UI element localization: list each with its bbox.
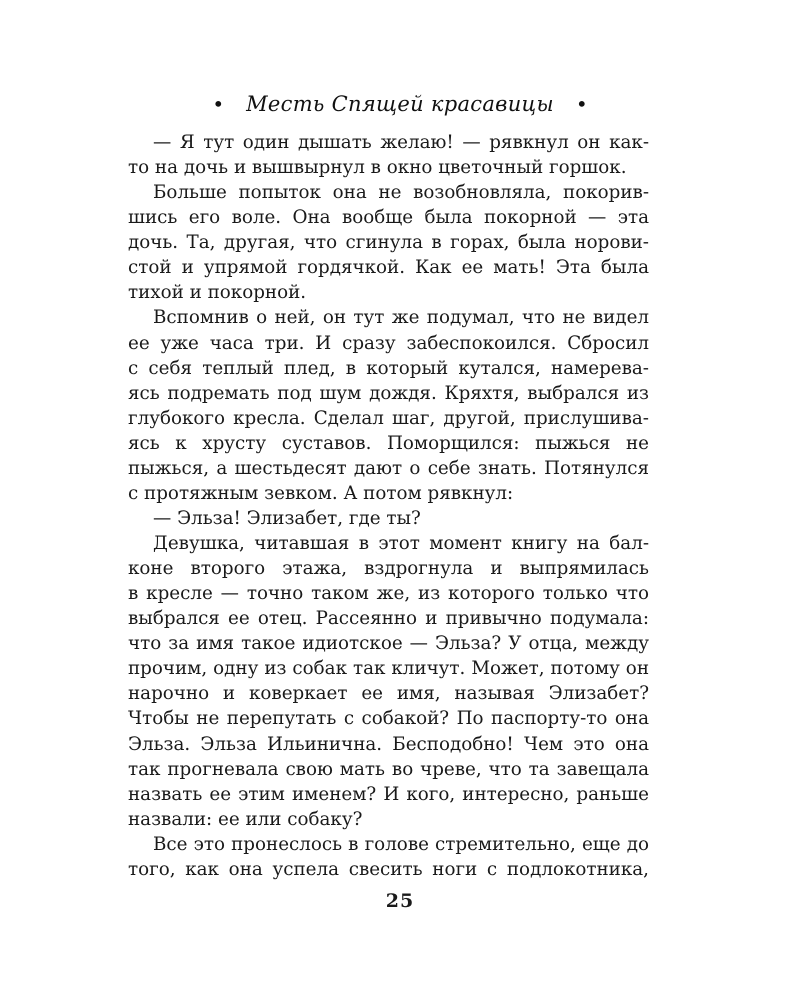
paragraph <box>128 305 649 506</box>
bullet-ornament-left: • <box>212 92 225 116</box>
text-line: Чтобы не перепутать с собакой? По паспорту-то она <box>128 708 649 730</box>
text-line: с протяжным зевком. А потом рявкнул: <box>128 482 514 504</box>
text-line: назвали: ее или собаку? <box>128 808 363 830</box>
paragraph <box>128 531 649 832</box>
paragraph <box>128 180 649 305</box>
text-line: глубокого кресла. Сделал шаг, другой, прислушива- <box>128 407 649 429</box>
text-line: то на дочь и вышвырнул в окно цветочный горшок. <box>128 157 627 179</box>
body-text <box>128 130 649 882</box>
text-line: стой и упрямой гордячкой. Как ее мать! Эта была <box>128 257 649 279</box>
text-line: тихой и покорной. <box>128 282 307 304</box>
text-line: выбрался ее отец. Рассеянно и привычно подумала: <box>128 608 649 630</box>
text-line: прочим, одну из собак так кличут. Может, потому он <box>128 658 649 680</box>
text-line: с себя теплый плед, в который кутался, намерева- <box>128 357 649 379</box>
text-line: коне второго этажа, вздрогнула и выпрямилась <box>128 558 649 580</box>
text-line: того, как она успела свесить ноги с подлокотника, <box>128 858 649 880</box>
text-line: шись его воле. Она вообще была покорной — эта <box>128 207 649 229</box>
text-line: назвать ее этим именем? И кого, интересно, раньше <box>128 783 649 805</box>
text-line: нарочно и коверкает ее имя, называя Элизабет? <box>128 683 649 705</box>
text-line: — Я тут один дышать желаю! — рявкнул он как- <box>153 132 649 153</box>
text-line: пыжься, а шестьдесят дают о себе знать. Потянулся <box>128 457 649 479</box>
running-header-title: Месть Спящей красавицы <box>246 92 554 116</box>
text-line: — Эльза! Элизабет, где ты? <box>153 507 421 529</box>
paragraph <box>128 832 649 882</box>
text-line: дочь. Та, другая, что сгинула в горах, была норови- <box>128 232 649 254</box>
text-line: ясь подремать под шум дождя. Кряхтя, выбрался из <box>128 382 649 404</box>
text-line: ее уже часа три. И сразу забеспокоился. Сбросил <box>128 332 649 354</box>
text-line: Эльза. Эльза Ильинична. Бесподобно! Чем это она <box>128 733 649 755</box>
text-line: Больше попыток она не возобновляла, покорив- <box>153 182 649 204</box>
text-line: так прогневала свою мать во чреве, что та завещала <box>128 758 649 780</box>
text-line: Вспомнив о ней, он тут же подумал, что не видел <box>153 307 649 329</box>
text-line: ясь к хрусту суставов. Поморщился: пыжься не <box>128 432 649 454</box>
paragraph <box>128 130 649 180</box>
text-line: Все это пронеслось в голове стремительно, еще до <box>153 833 649 855</box>
running-header <box>0 88 800 120</box>
bullet-ornament-right: • <box>575 92 588 116</box>
text-line: в кресле — точно таком же, из которого только что <box>128 583 649 605</box>
paragraph <box>128 506 649 531</box>
text-line: Девушка, читавшая в этот момент книгу на бал- <box>153 533 649 554</box>
page-number: 25 <box>385 890 415 912</box>
text-line: что за имя такое идиотское — Эльза? У отца, между <box>128 633 649 655</box>
